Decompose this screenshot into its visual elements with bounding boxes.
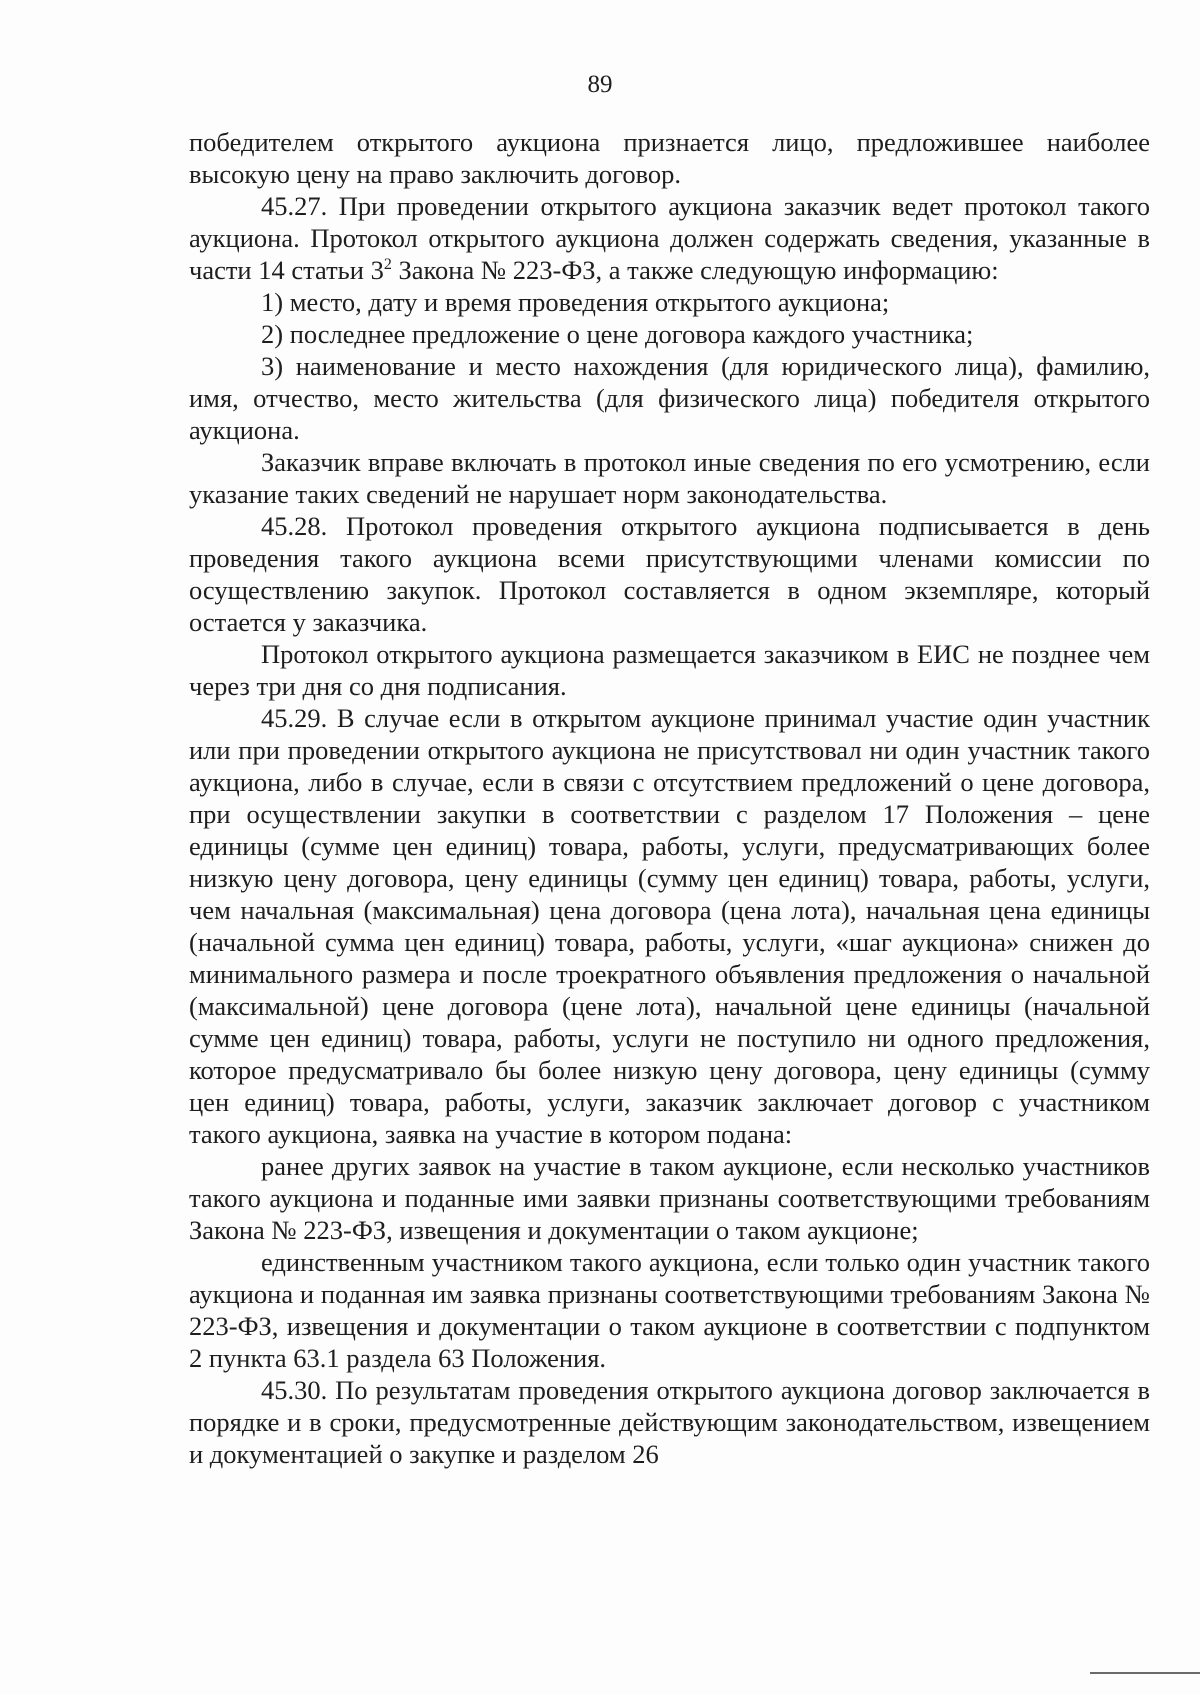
paragraph-earlier-applications: ранее других заявок на участие в таком аукционе, если несколько участников такого аукциона и поданные ими заявки признаны соответствующими требованиям Закона № 223-ФЗ, извещения и документации о таком аукционе; [189,1151,1150,1245]
paragraph-45-29: 45.29. В случае если в открытом аукционе принимал участие один участник или при проведении открытого аукциона не присутствовал ни один участник такого аукциона, либо в случае, если в связи с отсутствием предложений о цене договора, при осуществлении закупки в соответствии с разделом 17 Положения – цене единицы (сумме цен единиц) товара, работы, услуги, предусматривающих более низкую цену договора, цену единицы (сумму цен единиц) товара, работы, услуги, чем начальная (максимальная) цена договора (цена лота), начальная цена единицы (начальной сумма цен единиц) товара, работы, услуги, «шаг аукциона» снижен до минимального размера и после троекратного объявления предложения о начальной (максимальной) цене договора (цене лота), начальной цене единицы (начальной сумме цен единиц) товара, работы, услуги не поступило ни одного предложения, которое предусматривало бы более низкую цену договора, цену единицы (сумму цен единиц) товара, работы, услуги, заказчик заключает договор с участником такого аукциона, заявка на участие в котором подана: [189,703,1150,1149]
paragraph-45-27-text-a: 45.27. При проведении открытого аукциона заказчик ведет протокол такого аукциона. Протокол открытого аукциона должен содержать сведения, указанные в части 14 статьи 3 [189,191,1150,285]
page-number: 89 [587,71,613,98]
paragraph-45-30: 45.30. По результатам проведения открытого аукциона договор заключается в порядке и в сроки, предусмотренные действующим законодательством, извещением и документацией о закупке и разделом 26 [189,1375,1150,1469]
paragraph-customer-right: Заказчик вправе включать в протокол иные сведения по его усмотрению, если указание таких сведений не нарушает норм законодательства. [189,447,1150,509]
document-body [189,126,1150,1470]
paragraph-sole-participant: единственным участником такого аукциона, если только один участник такого аукциона и поданная им заявка признаны соответствующими требованиям Закона № 223-ФЗ, извещения и документации о таком аукционе в соответствии с подпунктом 2 пункта 63.1 раздела 63 Положения. [189,1247,1150,1373]
list-item-1: 1) место, дату и время проведения открытого аукциона; [261,287,890,317]
paragraph-45-27 [189,190,1150,286]
superscript-2: 2 [383,256,392,274]
list-item-3: 3) наименование и место нахождения (для юридического лица), фамилию, имя, отчество, место жительства (для физического лица) победителя открытого аукциона. [189,351,1150,445]
paragraph-45-27-text-b: Закона № 223-ФЗ, а также следующую информацию: [391,255,999,285]
list-item-2: 2) последнее предложение о цене договора каждого участника; [261,319,974,349]
scan-edge-line [1090,1672,1200,1674]
paragraph-45-28: 45.28. Протокол проведения открытого аукциона подписывается в день проведения такого аукциона всеми присутствующими членами комиссии по осуществлению закупок. Протокол составляется в одном экземпляре, который остается у заказчика. [189,511,1150,637]
paragraph-continuation: победителем открытого аукциона признается лицо, предложившее наиболее высокую цену на право заключить договор. [189,127,1150,189]
paragraph-protocol-posting: Протокол открытого аукциона размещается заказчиком в ЕИС не позднее чем через три дня со дня подписания. [189,639,1150,701]
